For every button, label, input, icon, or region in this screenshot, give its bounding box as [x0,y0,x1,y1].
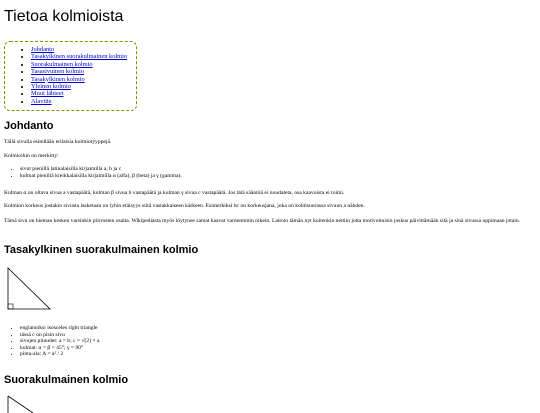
intro-paragraph-3: Kulman α on oltava sivua a vastapäätä, kulman β sivua b vastapäätä ja kulman γ sivua c vastapäätä. Jos tätä sääntöä ei noudateta, osa kaavoista ei toimi. [4,190,345,196]
page-title: Tietoa kolmioista [4,8,124,25]
toc-link-tasasivuinen[interactable]: Tasasivuinen kolmio [31,68,84,76]
notation-list [4,166,182,179]
toc-item [31,76,136,83]
toc-item [31,98,136,105]
list-item: • kulmat pienillä kreikkalaisilla kirjaimilla α (alfa), β (beta) ja γ (gamma). [20,173,182,180]
isosceles-right-properties-list [4,325,100,358]
toc-link-johdanto[interactable]: Johdanto [31,46,55,53]
right-triangle-figure [5,394,45,413]
list-item: • sivut pienillä latinalaisilla kirjaimilla a, b ja c [20,166,182,173]
list-item: • kulmat: α = β = 45°; γ = 90° [20,345,100,352]
list-item: • englanniksi isosceles right triangle [20,325,100,332]
toc-link-alaviite[interactable]: Alaviite [31,97,52,105]
list-item: • tässä c on pisin sivu [20,332,100,339]
intro-paragraph-2: Kolmioihin on merkitty: [4,153,59,159]
table-of-contents [4,41,137,111]
toc-item [31,53,136,60]
page [0,8,540,26]
toc-link-suorakulmainen[interactable]: Suorakulmainen kolmio [31,60,93,68]
toc-item [31,90,136,97]
isosceles-right-triangle-figure [5,266,53,312]
toc-link-muut-lahteet[interactable]: Muut lähteet [31,90,64,98]
section-heading-johdanto: Johdanto [4,120,54,132]
intro-paragraph-4: Kolmion korkeus jostakin sivusta lasketaan on lyhin etäisyys siitä vastakkaiseen kärkeen. Esimerkiksi hc on korkeusjana, joka on kohtisuorassa sivuun a nähden. [4,203,365,209]
toc-link-tasakylkinen-suorakulmainen[interactable]: Tasakylkinen suorakulmainen kolmio [31,53,128,61]
toc-link-tasakylkinen[interactable]: Tasakylkinen kolmio [31,75,85,83]
section-heading-suorakulmainen: Suorakulmainen kolmio [4,374,129,386]
toc-item [31,61,136,68]
list-item: • pinta-ala: A = a² / 2 [20,351,100,358]
toc-item [31,68,136,75]
intro-paragraph-1: Tällä sivulla esitellään erilaisia kolmiotyyppejä. [4,139,112,145]
toc-item [31,46,136,53]
intro-paragraph-5: Tämä sivu on hieman kesken varsinkin piirrosten osalta. Wikipediasta myös löytynee samat kaavat varmemmin oikein. Laitoin tämän nyt kuitenkin nettiin jotta motivoituisin joskus päivittämään sitä ja sinä sivussa oppimaan jotain. [4,218,521,224]
toc-item [31,83,136,90]
toc-link-yleinen[interactable]: Yleinen kolmio [31,83,71,91]
list-item: • sivujen pituudet: a = b; c = √(2) × a [20,338,100,345]
section-heading-tasakylkinen-suorakulmainen: Tasakylkinen suorakulmainen kolmio [4,244,199,256]
